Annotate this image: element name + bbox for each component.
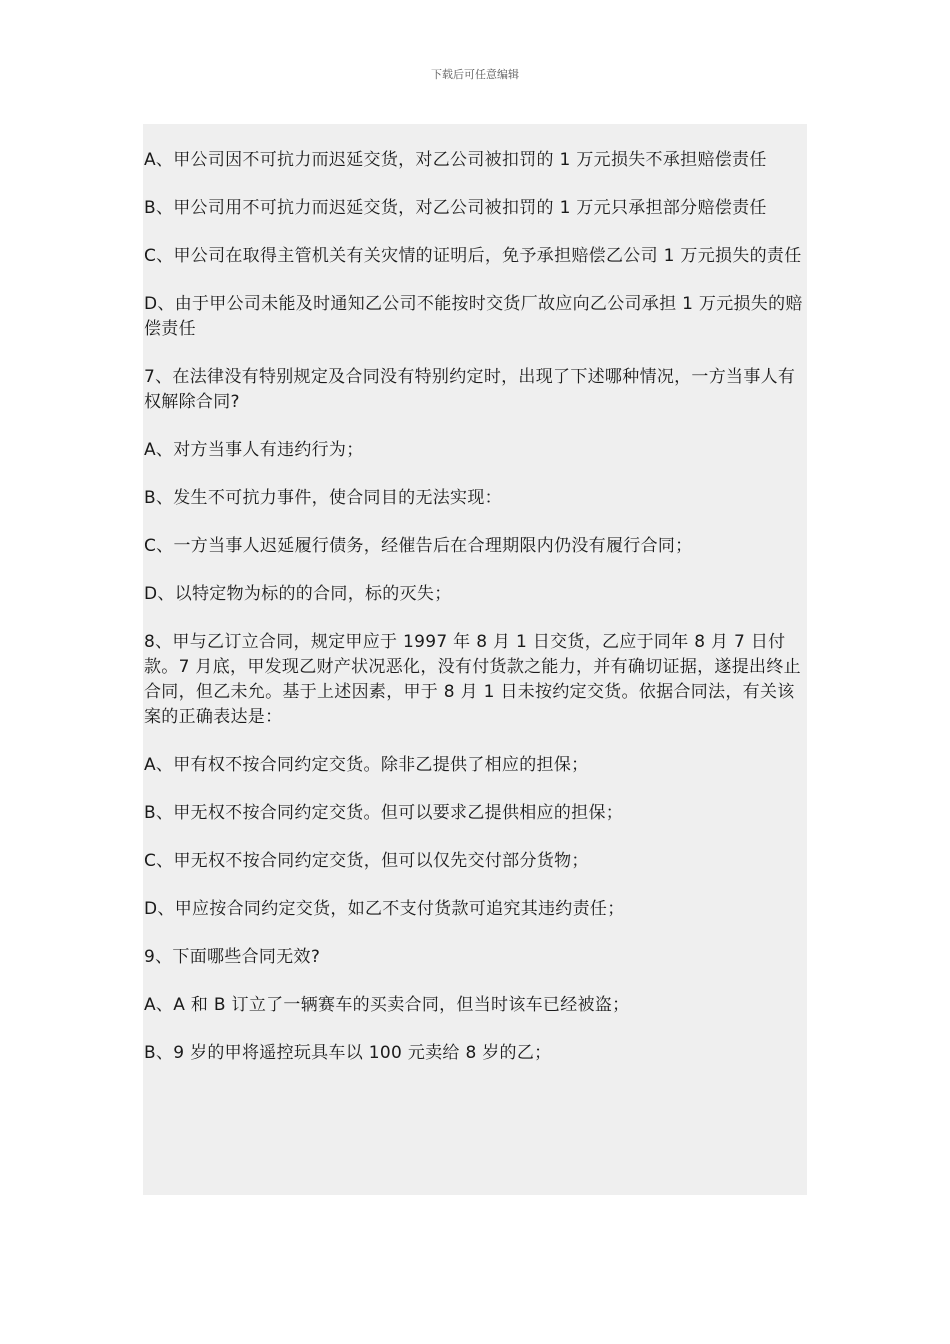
question-9: 9、下面哪些合同无效? [144, 947, 321, 967]
option-7a: A、对方当事人有违约行为； [144, 440, 364, 460]
option-6a: A、甲公司因不可抗力而迟延交货，对乙公司被扣罚的 1 万元损失不承担赔偿责任 [144, 150, 767, 170]
option-8b: B、甲无权不按合同约定交货。但可以要求乙提供相应的担保； [144, 803, 624, 823]
question-8: 8、甲与乙订立合同，规定甲应于 1997 年 8 月 1 日交货，乙应于同年 8 月 7 日付款。7 月底，甲发现乙财产状况恶化，没有付货款之能力，并有确切证据，遂提出终止合同，但乙未允。基于上述因素，甲于 8 月 1 日未按约定交货。依据合同法，有关该案的正确表达是： [144, 632, 801, 727]
option-9a: A、A 和 B 订立了一辆赛车的买卖合同，但当时该车已经被盗； [144, 995, 630, 1015]
option-8d: D、甲应按合同约定交货，如乙不支付货款可追究其违约责任； [144, 899, 625, 919]
page-header-note: 下载后可任意编辑 [431, 68, 519, 81]
option-6b: B、甲公司用不可抗力而迟延交货，对乙公司被扣罚的 1 万元只承担部分赔偿责任 [144, 198, 767, 218]
option-6d: D、由于甲公司未能及时通知乙公司不能按时交货厂故应向乙公司承担 1 万元损失的赔偿责任 [144, 294, 803, 339]
option-8a: A、甲有权不按合同约定交货。除非乙提供了相应的担保； [144, 755, 589, 775]
option-6c: C、甲公司在取得主管机关有关灾情的证明后，免予承担赔偿乙公司 1 万元损失的责任 [144, 246, 802, 266]
option-7b: B、发生不可抗力事件，使合同目的无法实现： [144, 488, 502, 508]
document-body [143, 124, 807, 1195]
option-7d: D、以特定物为标的的合同，标的灭失； [144, 584, 452, 604]
question-7: 7、在法律没有特别规定及合同没有特别约定时，出现了下述哪种情况，一方当事人有权解除合同? [144, 367, 796, 412]
option-9b: B、9 岁的甲将遥控玩具车以 100 元卖给 8 岁的乙； [144, 1043, 552, 1063]
option-8c: C、甲无权不按合同约定交货，但可以仅先交付部分货物； [144, 851, 589, 871]
option-7c: C、一方当事人迟延履行债务，经催告后在合理期限内仍没有履行合同； [144, 536, 693, 556]
